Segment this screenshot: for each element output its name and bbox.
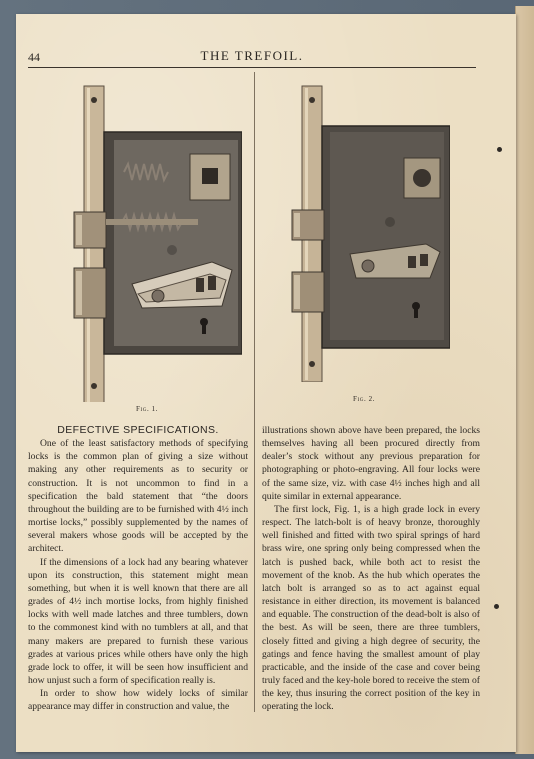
next-page-edge xyxy=(515,6,534,754)
page-header xyxy=(28,48,476,68)
page-number: 44 xyxy=(28,50,40,64)
paragraph: One of the least satisfactory methods of specifying locks is the common plan of giving a size without making any other requirements as to security or construction. It is not uncommon to find in a specification the bald statement that “the doors throughout the building are to be furnished with 4½ inch mortise locks,” possibly supplemented by the names of several makers whose goods will be accepted by the architect. xyxy=(28,438,248,555)
running-title: THE TREFOIL. xyxy=(200,48,304,63)
column-divider xyxy=(254,72,255,712)
margin-mark xyxy=(494,604,499,609)
figure-1-lock-illustration xyxy=(62,72,242,402)
article-heading: DEFECTIVE SPECIFICATIONS. xyxy=(57,424,219,436)
paragraph: illustrations shown above have been prepared, the locks themselves having all been procured directly from dealer’s stock without any previous preparation for photographing or photo-engraving. All four locks were of the same size, viz. with case 4½ inches high and all quite similar in external appearance. xyxy=(262,425,480,502)
paragraph: If the dimensions of a lock had any bearing whatever upon its construction, this statement might mean something, but when it is well known that there are all grades of 4½ inch mortise locks, from highly finished locks with well made latches and three tumblers, down to the commonest kind with no tumblers at all, and that many makers are prepared to furnish these various grades at various prices while others have only the high grade lock to offer, it will be seen how insufficient and how unjust such a form of specification really is. xyxy=(28,556,248,686)
text-column-left xyxy=(28,424,248,713)
figure-2-caption: Fig. 2. xyxy=(353,395,376,403)
figure-2-lock-illustration xyxy=(280,72,450,382)
margin-mark xyxy=(497,147,502,152)
paragraph: In order to show how widely locks of similar appearance may differ in construction and value, the xyxy=(28,688,248,713)
figure-1-caption: Fig. 1. xyxy=(136,405,159,413)
header-rule xyxy=(28,67,476,68)
text-column-right xyxy=(262,424,480,713)
paragraph: The first lock, Fig. 1, is a high grade lock in every respect. The latch-bolt is of heavy bronze, thoroughly well finished and fitted with two spiral springs of hard brass wire, one spring only being compressed when the latch is pushed back, while both act to resist the movement of the knob. As the hub which operates the latch bolt is arranged so as to act against equal resistance in either direction, its movement is balanced and equable. The construction of the dead-bolt is also of the best. As will be seen, there are three tumblers, closely fitted and giving a high degree of security, the gatings and fence having the smallest amount of play practicable, and the inside of the case and cover being truly faced and the key-hole bored to receive the stem of the key, thus insuring the correct position of the key in operating the lock. xyxy=(262,503,480,713)
